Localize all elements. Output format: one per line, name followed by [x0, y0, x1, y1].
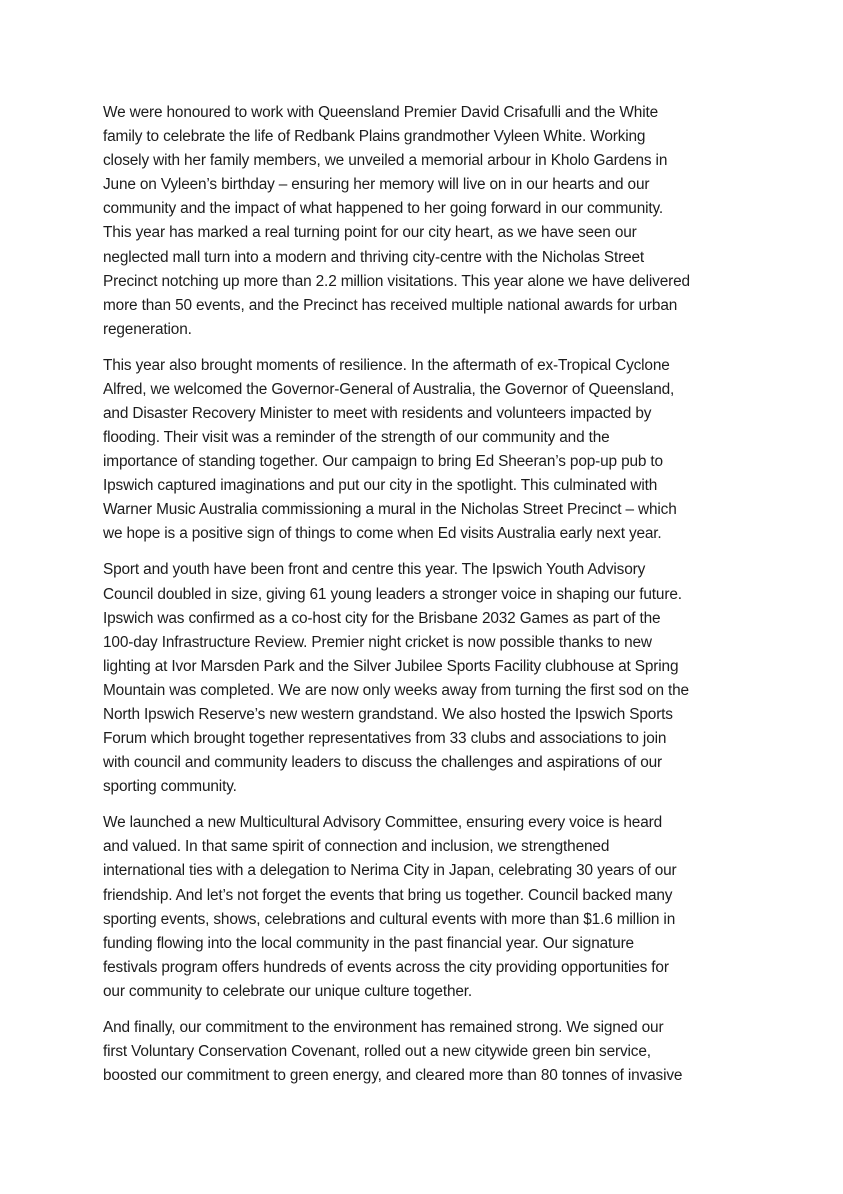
- text-line: Precinct notching up more than 2.2 million visitations. This year alone we have delivered: [103, 272, 690, 290]
- text-line: festivals program offers hundreds of events across the city providing opportunities for: [103, 958, 669, 976]
- paragraph-memorial-and-precinct: [103, 101, 763, 342]
- text-line: international ties with a delegation to Nerima City in Japan, celebrating 30 years of our: [103, 862, 677, 880]
- document-page: [103, 101, 763, 1100]
- text-line: more than 50 events, and the Precinct has received multiple national awards for urban: [103, 296, 678, 314]
- text-line: boosted our commitment to green energy, and cleared more than 80 tonnes of invasive: [103, 1067, 683, 1085]
- text-line: Alfred, we welcomed the Governor-General of Australia, the Governor of Queensland,: [103, 380, 675, 398]
- paragraph-sport-and-youth: [103, 558, 763, 799]
- text-line: This year also brought moments of resilience. In the aftermath of ex-Tropical Cyclone: [103, 356, 670, 374]
- text-line: Ipswich was confirmed as a co-host city for the Brisbane 2032 Games as part of the: [103, 609, 661, 627]
- text-line: lighting at Ivor Marsden Park and the Silver Jubilee Sports Facility clubhouse at Spring: [103, 657, 679, 675]
- text-line: This year has marked a real turning point for our city heart, as we have seen our: [103, 224, 637, 242]
- text-line: regeneration.: [103, 320, 192, 338]
- paragraph-resilience: [103, 354, 763, 547]
- text-line: importance of standing together. Our campaign to bring Ed Sheeran’s pop-up pub to: [103, 453, 663, 471]
- text-line: neglected mall turn into a modern and thriving city-centre with the Nicholas Street: [103, 248, 645, 266]
- text-line: North Ipswich Reserve’s new western grandstand. We also hosted the Ipswich Sports: [103, 706, 673, 724]
- paragraph-environment: [103, 1016, 763, 1088]
- text-line: funding flowing into the local community in the past financial year. Our signature: [103, 934, 634, 952]
- text-line: June on Vyleen’s birthday – ensuring her memory will live on in our hearts and our: [103, 176, 650, 194]
- text-line: We were honoured to work with Queensland Premier David Crisafulli and the White: [103, 104, 659, 121]
- text-line: flooding. Their visit was a reminder of the strength of our community and the: [103, 429, 610, 447]
- text-line: And finally, our commitment to the environment has remained strong. We signed our: [103, 1018, 664, 1036]
- text-line: 100-day Infrastructure Review. Premier night cricket is now possible thanks to new: [103, 633, 652, 651]
- text-line: friendship. And let’s not forget the events that bring us together. Council backed many: [103, 886, 673, 904]
- text-line: Warner Music Australia commissioning a mural in the Nicholas Street Precinct – which: [103, 501, 677, 519]
- text-line: community and the impact of what happened to her going forward in our community.: [103, 200, 664, 218]
- text-line: with council and community leaders to discuss the challenges and aspirations of our: [103, 754, 663, 772]
- text-line: Ipswich captured imaginations and put our city in the spotlight. This culminated with: [103, 477, 658, 495]
- text-line: We launched a new Multicultural Advisory Committee, ensuring every voice is heard: [103, 814, 662, 832]
- paragraph-multicultural: [103, 811, 763, 1004]
- text-line: Council doubled in size, giving 61 young leaders a stronger voice in shaping our future.: [103, 585, 682, 603]
- text-line: closely with her family members, we unveiled a memorial arbour in Kholo Gardens in: [103, 152, 668, 170]
- text-line: family to celebrate the life of Redbank Plains grandmother Vyleen White. Working: [103, 128, 646, 146]
- text-line: first Voluntary Conservation Covenant, rolled out a new citywide green bin service,: [103, 1043, 651, 1061]
- text-line: and valued. In that same spirit of connection and inclusion, we strengthened: [103, 838, 610, 856]
- text-line: sporting events, shows, celebrations and cultural events with more than $1.6 million in: [103, 910, 676, 928]
- text-line: and Disaster Recovery Minister to meet with residents and volunteers impacted by: [103, 405, 652, 423]
- text-line: Mountain was completed. We are now only weeks away from turning the first sod on the: [103, 681, 689, 699]
- text-line: sporting community.: [103, 778, 237, 796]
- text-line: our community to celebrate our unique culture together.: [103, 982, 473, 1000]
- text-line: Sport and youth have been front and centre this year. The Ipswich Youth Advisory: [103, 561, 646, 579]
- text-line: we hope is a positive sign of things to come when Ed visits Australia early next year.: [103, 525, 662, 543]
- text-line: Forum which brought together representatives from 33 clubs and associations to join: [103, 730, 667, 748]
